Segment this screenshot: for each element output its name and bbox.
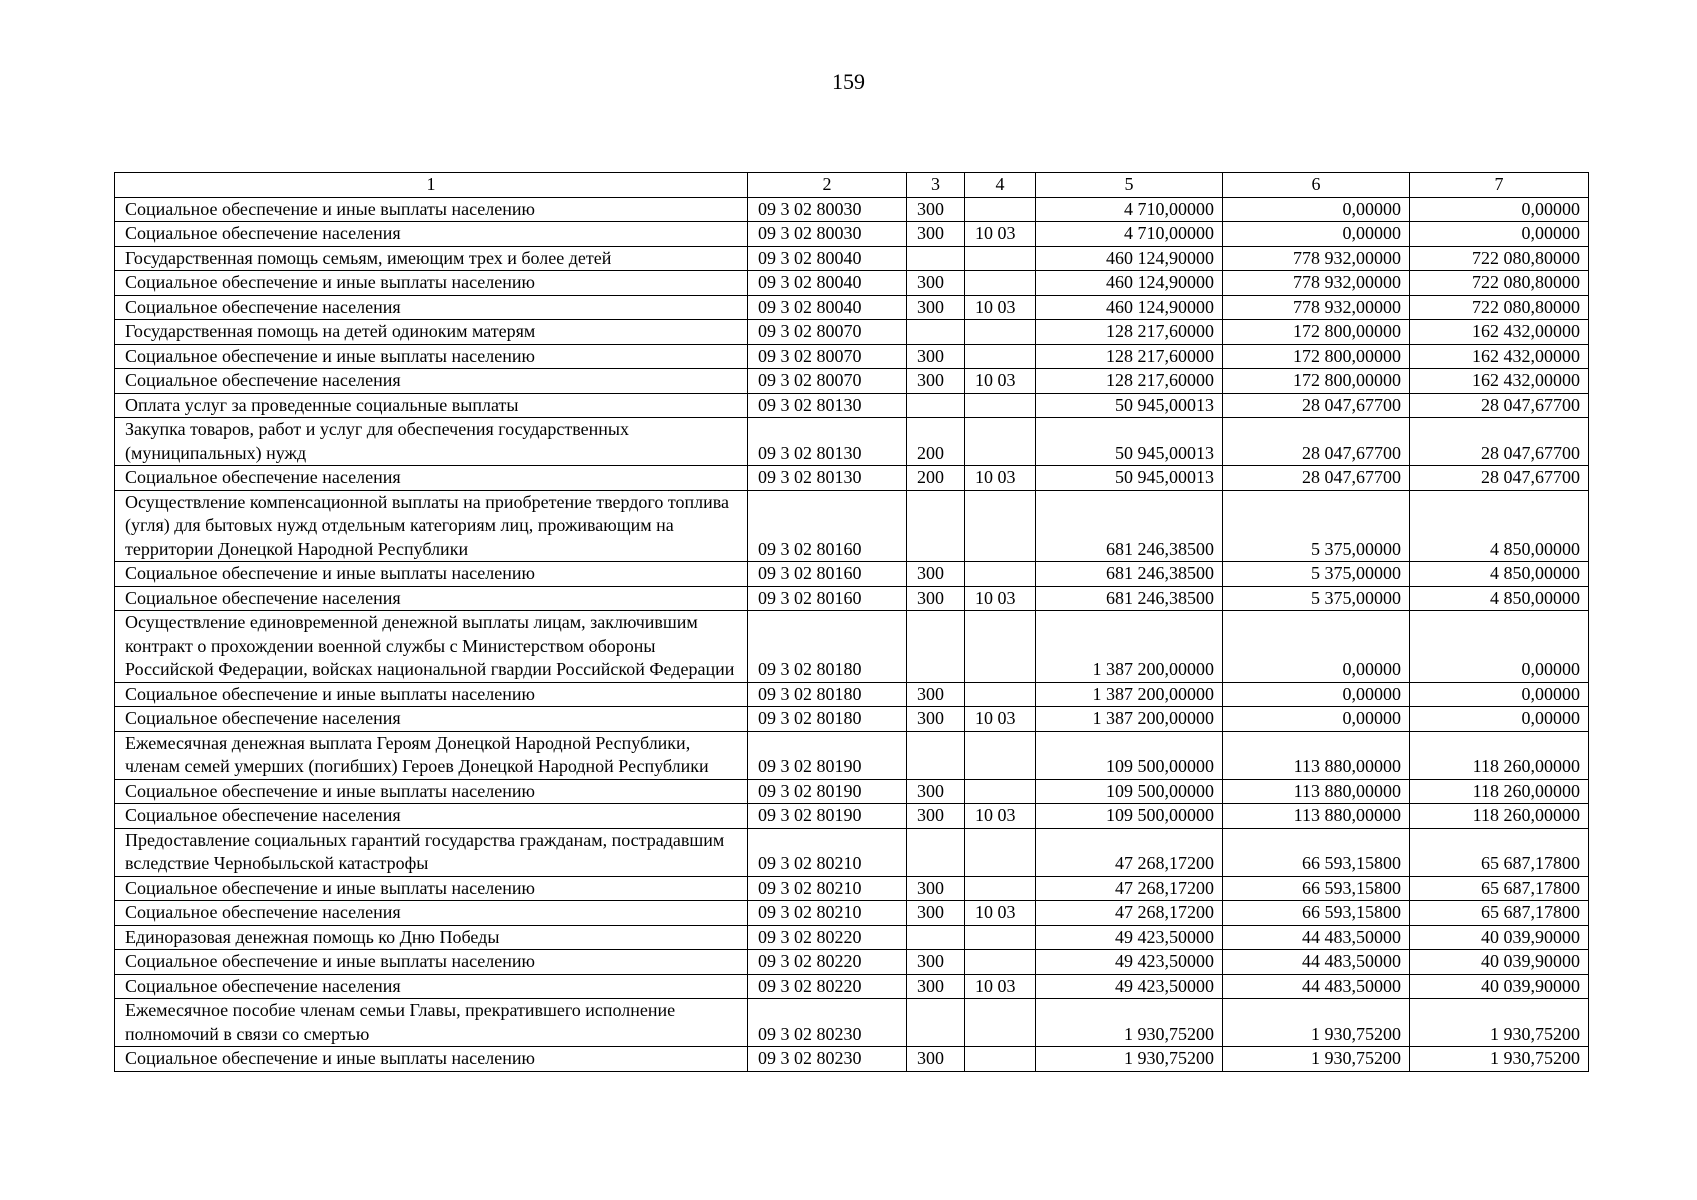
- row-amount-col7: 1 930,75200: [1410, 999, 1589, 1047]
- row-amount-col7: 722 080,80000: [1410, 246, 1589, 271]
- row-amount-col5: 128 217,60000: [1036, 344, 1223, 369]
- row-expense-type: 300: [907, 804, 965, 829]
- row-section-code: [965, 999, 1036, 1047]
- row-name: Социальное обеспечение населения: [115, 295, 748, 320]
- header-row: [115, 173, 1589, 198]
- row-name: Ежемесячное пособие членам семьи Главы, прекратившего исполнение полномочий в связи со смертью: [115, 999, 748, 1047]
- row-target-code: 09 3 02 80220: [748, 950, 907, 975]
- row-amount-col7: 722 080,80000: [1410, 295, 1589, 320]
- table-row: [115, 779, 1589, 804]
- row-amount-col5: 4 710,00000: [1036, 222, 1223, 247]
- row-expense-type: [907, 611, 965, 683]
- row-section-code: [965, 1047, 1036, 1072]
- row-expense-type: [907, 246, 965, 271]
- row-amount-col5: 1 930,75200: [1036, 1047, 1223, 1072]
- row-section-code: [965, 490, 1036, 562]
- row-name: Социальное обеспечение и иные выплаты населению: [115, 779, 748, 804]
- table-row: [115, 393, 1589, 418]
- row-amount-col5: 50 945,00013: [1036, 393, 1223, 418]
- row-amount-col6: 778 932,00000: [1223, 271, 1410, 296]
- row-expense-type: [907, 999, 965, 1047]
- row-amount-col6: 28 047,67700: [1223, 393, 1410, 418]
- row-name: Осуществление единовременной денежной выплаты лицам, заключившим контракт о прохождении военной службы с Министерством обороны Российской Федерации, войсках национальной гвардии Российской Федерации: [115, 611, 748, 683]
- row-amount-col6: 5 375,00000: [1223, 562, 1410, 587]
- row-amount-col7: 28 047,67700: [1410, 466, 1589, 491]
- row-target-code: 09 3 02 80070: [748, 344, 907, 369]
- row-amount-col6: 778 932,00000: [1223, 246, 1410, 271]
- row-amount-col6: 172 800,00000: [1223, 344, 1410, 369]
- budget-table: [114, 172, 1589, 1072]
- row-amount-col6: 28 047,67700: [1223, 466, 1410, 491]
- row-name: Социальное обеспечение и иные выплаты населению: [115, 197, 748, 222]
- row-amount-col6: 0,00000: [1223, 222, 1410, 247]
- row-amount-col6: 113 880,00000: [1223, 804, 1410, 829]
- row-amount-col5: 4 710,00000: [1036, 197, 1223, 222]
- row-target-code: 09 3 02 80220: [748, 925, 907, 950]
- row-amount-col6: 113 880,00000: [1223, 731, 1410, 779]
- table-row: [115, 466, 1589, 491]
- row-amount-col7: 722 080,80000: [1410, 271, 1589, 296]
- table-row: [115, 1047, 1589, 1072]
- table-row: [115, 369, 1589, 394]
- row-target-code: 09 3 02 80130: [748, 466, 907, 491]
- row-expense-type: 300: [907, 1047, 965, 1072]
- row-amount-col6: 44 483,50000: [1223, 950, 1410, 975]
- row-amount-col7: 4 850,00000: [1410, 562, 1589, 587]
- row-target-code: 09 3 02 80160: [748, 586, 907, 611]
- row-amount-col5: 460 124,90000: [1036, 295, 1223, 320]
- row-section-code: [965, 418, 1036, 466]
- row-target-code: 09 3 02 80070: [748, 369, 907, 394]
- page-number: 159: [832, 69, 865, 94]
- row-amount-col7: 162 432,00000: [1410, 320, 1589, 345]
- row-amount-col5: 460 124,90000: [1036, 271, 1223, 296]
- row-target-code: 09 3 02 80220: [748, 974, 907, 999]
- table-body: [115, 197, 1589, 1071]
- row-amount-col7: 65 687,17800: [1410, 876, 1589, 901]
- row-expense-type: 300: [907, 707, 965, 732]
- table-row: [115, 925, 1589, 950]
- row-amount-col7: 4 850,00000: [1410, 490, 1589, 562]
- row-name: Социальное обеспечение населения: [115, 707, 748, 732]
- table-row: [115, 974, 1589, 999]
- table-row: [115, 562, 1589, 587]
- row-section-code: [965, 682, 1036, 707]
- row-amount-col5: 109 500,00000: [1036, 731, 1223, 779]
- table-row: [115, 828, 1589, 876]
- row-amount-col7: 40 039,90000: [1410, 950, 1589, 975]
- table-row: [115, 682, 1589, 707]
- header-col-5: 5: [1036, 173, 1223, 198]
- row-expense-type: 300: [907, 344, 965, 369]
- row-expense-type: [907, 731, 965, 779]
- table-row: [115, 197, 1589, 222]
- row-expense-type: 300: [907, 562, 965, 587]
- row-section-code: 10 03: [965, 707, 1036, 732]
- row-target-code: 09 3 02 80160: [748, 562, 907, 587]
- row-amount-col7: 0,00000: [1410, 197, 1589, 222]
- row-target-code: 09 3 02 80040: [748, 295, 907, 320]
- row-expense-type: 300: [907, 950, 965, 975]
- row-expense-type: 300: [907, 682, 965, 707]
- row-expense-type: [907, 490, 965, 562]
- row-name: Социальное обеспечение и иные выплаты населению: [115, 876, 748, 901]
- row-section-code: [965, 611, 1036, 683]
- table-row: [115, 344, 1589, 369]
- table-row: [115, 950, 1589, 975]
- row-expense-type: 300: [907, 197, 965, 222]
- row-amount-col6: 5 375,00000: [1223, 586, 1410, 611]
- row-name: Предоставление социальных гарантий государства гражданам, пострадавшим вследствие Чернобыльской катастрофы: [115, 828, 748, 876]
- row-section-code: 10 03: [965, 804, 1036, 829]
- row-expense-type: 200: [907, 466, 965, 491]
- row-amount-col6: 172 800,00000: [1223, 369, 1410, 394]
- row-section-code: [965, 562, 1036, 587]
- row-target-code: 09 3 02 80210: [748, 876, 907, 901]
- row-target-code: 09 3 02 80180: [748, 611, 907, 683]
- row-name: Социальное обеспечение и иные выплаты населению: [115, 562, 748, 587]
- row-section-code: 10 03: [965, 466, 1036, 491]
- row-target-code: 09 3 02 80180: [748, 682, 907, 707]
- row-section-code: 10 03: [965, 295, 1036, 320]
- row-section-code: [965, 246, 1036, 271]
- row-section-code: [965, 876, 1036, 901]
- table-row: [115, 246, 1589, 271]
- row-expense-type: [907, 393, 965, 418]
- row-section-code: [965, 779, 1036, 804]
- row-amount-col6: 66 593,15800: [1223, 876, 1410, 901]
- table-row: [115, 804, 1589, 829]
- row-amount-col6: 28 047,67700: [1223, 418, 1410, 466]
- row-target-code: 09 3 02 80190: [748, 779, 907, 804]
- row-expense-type: 300: [907, 779, 965, 804]
- row-target-code: 09 3 02 80190: [748, 731, 907, 779]
- row-amount-col6: 0,00000: [1223, 682, 1410, 707]
- row-amount-col5: 1 387 200,00000: [1036, 611, 1223, 683]
- row-name: Социальное обеспечение населения: [115, 586, 748, 611]
- header-col-3: 3: [907, 173, 965, 198]
- table-row: [115, 611, 1589, 683]
- row-target-code: 09 3 02 80040: [748, 246, 907, 271]
- row-expense-type: 300: [907, 876, 965, 901]
- row-amount-col5: 49 423,50000: [1036, 950, 1223, 975]
- row-section-code: [965, 731, 1036, 779]
- row-target-code: 09 3 02 80210: [748, 828, 907, 876]
- row-target-code: 09 3 02 80070: [748, 320, 907, 345]
- row-name: Социальное обеспечение населения: [115, 369, 748, 394]
- row-name: Закупка товаров, работ и услуг для обеспечения государственных (муниципальных) нужд: [115, 418, 748, 466]
- table-row: [115, 320, 1589, 345]
- row-amount-col5: 47 268,17200: [1036, 828, 1223, 876]
- row-amount-col6: 172 800,00000: [1223, 320, 1410, 345]
- row-expense-type: 300: [907, 222, 965, 247]
- row-amount-col7: 1 930,75200: [1410, 1047, 1589, 1072]
- row-target-code: 09 3 02 80230: [748, 1047, 907, 1072]
- row-target-code: 09 3 02 80180: [748, 707, 907, 732]
- row-amount-col5: 681 246,38500: [1036, 490, 1223, 562]
- row-name: Социальное обеспечение и иные выплаты населению: [115, 682, 748, 707]
- row-expense-type: 200: [907, 418, 965, 466]
- row-amount-col7: 28 047,67700: [1410, 418, 1589, 466]
- row-amount-col6: 66 593,15800: [1223, 828, 1410, 876]
- row-section-code: [965, 828, 1036, 876]
- header-col-7: 7: [1410, 173, 1589, 198]
- row-expense-type: 300: [907, 586, 965, 611]
- header-col-2: 2: [748, 173, 907, 198]
- row-target-code: 09 3 02 80030: [748, 222, 907, 247]
- row-name: Социальное обеспечение и иные выплаты населению: [115, 344, 748, 369]
- row-amount-col6: 0,00000: [1223, 707, 1410, 732]
- table-row: [115, 731, 1589, 779]
- table-row: [115, 418, 1589, 466]
- row-amount-col5: 49 423,50000: [1036, 925, 1223, 950]
- row-amount-col7: 4 850,00000: [1410, 586, 1589, 611]
- row-amount-col5: 109 500,00000: [1036, 804, 1223, 829]
- row-amount-col6: 44 483,50000: [1223, 974, 1410, 999]
- table-row: [115, 271, 1589, 296]
- row-amount-col5: 1 387 200,00000: [1036, 682, 1223, 707]
- row-amount-col7: 0,00000: [1410, 682, 1589, 707]
- row-expense-type: 300: [907, 369, 965, 394]
- row-amount-col5: 47 268,17200: [1036, 901, 1223, 926]
- row-amount-col7: 65 687,17800: [1410, 828, 1589, 876]
- row-amount-col6: 0,00000: [1223, 197, 1410, 222]
- row-amount-col6: 1 930,75200: [1223, 999, 1410, 1047]
- row-amount-col5: 128 217,60000: [1036, 369, 1223, 394]
- row-expense-type: [907, 828, 965, 876]
- row-section-code: [965, 320, 1036, 345]
- row-target-code: 09 3 02 80210: [748, 901, 907, 926]
- table-row: [115, 295, 1589, 320]
- row-section-code: [965, 197, 1036, 222]
- row-target-code: 09 3 02 80190: [748, 804, 907, 829]
- row-section-code: 10 03: [965, 369, 1036, 394]
- row-target-code: 09 3 02 80130: [748, 393, 907, 418]
- row-target-code: 09 3 02 80230: [748, 999, 907, 1047]
- row-expense-type: 300: [907, 271, 965, 296]
- row-section-code: [965, 271, 1036, 296]
- row-amount-col7: 118 260,00000: [1410, 804, 1589, 829]
- row-section-code: [965, 925, 1036, 950]
- row-amount-col6: 778 932,00000: [1223, 295, 1410, 320]
- row-name: Социальное обеспечение населения: [115, 974, 748, 999]
- row-amount-col5: 50 945,00013: [1036, 466, 1223, 491]
- row-amount-col6: 66 593,15800: [1223, 901, 1410, 926]
- table-row: [115, 876, 1589, 901]
- row-amount-col6: 113 880,00000: [1223, 779, 1410, 804]
- row-section-code: 10 03: [965, 222, 1036, 247]
- row-amount-col6: 1 930,75200: [1223, 1047, 1410, 1072]
- row-target-code: 09 3 02 80130: [748, 418, 907, 466]
- row-expense-type: 300: [907, 974, 965, 999]
- row-section-code: [965, 344, 1036, 369]
- row-amount-col6: 5 375,00000: [1223, 490, 1410, 562]
- row-name: Единоразовая денежная помощь ко Дню Победы: [115, 925, 748, 950]
- row-amount-col5: 681 246,38500: [1036, 562, 1223, 587]
- row-section-code: 10 03: [965, 974, 1036, 999]
- row-name: Ежемесячная денежная выплата Героям Донецкой Народной Республики, членам семей умерших (погибших) Героев Донецкой Народной Республики: [115, 731, 748, 779]
- row-amount-col7: 162 432,00000: [1410, 369, 1589, 394]
- row-amount-col7: 118 260,00000: [1410, 731, 1589, 779]
- row-name: Социальное обеспечение населения: [115, 466, 748, 491]
- row-section-code: [965, 950, 1036, 975]
- row-name: Социальное обеспечение населения: [115, 222, 748, 247]
- row-amount-col5: 1 387 200,00000: [1036, 707, 1223, 732]
- row-name: Социальное обеспечение населения: [115, 901, 748, 926]
- row-amount-col7: 0,00000: [1410, 707, 1589, 732]
- row-section-code: 10 03: [965, 586, 1036, 611]
- row-name: Социальное обеспечение и иные выплаты населению: [115, 1047, 748, 1072]
- row-section-code: 10 03: [965, 901, 1036, 926]
- row-amount-col5: 128 217,60000: [1036, 320, 1223, 345]
- table-row: [115, 901, 1589, 926]
- table-row: [115, 707, 1589, 732]
- row-amount-col7: 28 047,67700: [1410, 393, 1589, 418]
- row-expense-type: [907, 320, 965, 345]
- row-name: Оплата услуг за проведенные социальные выплаты: [115, 393, 748, 418]
- row-expense-type: 300: [907, 295, 965, 320]
- row-amount-col7: 40 039,90000: [1410, 925, 1589, 950]
- row-name: Государственная помощь семьям, имеющим трех и более детей: [115, 246, 748, 271]
- row-amount-col7: 0,00000: [1410, 611, 1589, 683]
- row-amount-col5: 109 500,00000: [1036, 779, 1223, 804]
- row-target-code: 09 3 02 80040: [748, 271, 907, 296]
- header-col-4: 4: [965, 173, 1036, 198]
- header-col-1: 1: [115, 173, 748, 198]
- table-row: [115, 490, 1589, 562]
- table-row: [115, 222, 1589, 247]
- row-amount-col5: 460 124,90000: [1036, 246, 1223, 271]
- row-amount-col5: 50 945,00013: [1036, 418, 1223, 466]
- row-amount-col7: 162 432,00000: [1410, 344, 1589, 369]
- row-expense-type: [907, 925, 965, 950]
- row-name: Социальное обеспечение и иные выплаты населению: [115, 271, 748, 296]
- row-amount-col5: 49 423,50000: [1036, 974, 1223, 999]
- row-name: Социальное обеспечение населения: [115, 804, 748, 829]
- row-amount-col6: 0,00000: [1223, 611, 1410, 683]
- row-amount-col5: 681 246,38500: [1036, 586, 1223, 611]
- row-name: Осуществление компенсационной выплаты на приобретение твердого топлива (угля) для бытовых нужд отдельным категориям лиц, проживающим на территории Донецкой Народной Республики: [115, 490, 748, 562]
- row-amount-col7: 0,00000: [1410, 222, 1589, 247]
- row-amount-col7: 118 260,00000: [1410, 779, 1589, 804]
- row-amount-col7: 65 687,17800: [1410, 901, 1589, 926]
- row-name: Государственная помощь на детей одиноким матерям: [115, 320, 748, 345]
- table-row: [115, 999, 1589, 1047]
- row-amount-col5: 1 930,75200: [1036, 999, 1223, 1047]
- row-name: Социальное обеспечение и иные выплаты населению: [115, 950, 748, 975]
- row-section-code: [965, 393, 1036, 418]
- row-amount-col5: 47 268,17200: [1036, 876, 1223, 901]
- row-expense-type: 300: [907, 901, 965, 926]
- row-target-code: 09 3 02 80160: [748, 490, 907, 562]
- table-row: [115, 586, 1589, 611]
- header-col-6: 6: [1223, 173, 1410, 198]
- row-target-code: 09 3 02 80030: [748, 197, 907, 222]
- row-amount-col7: 40 039,90000: [1410, 974, 1589, 999]
- row-amount-col6: 44 483,50000: [1223, 925, 1410, 950]
